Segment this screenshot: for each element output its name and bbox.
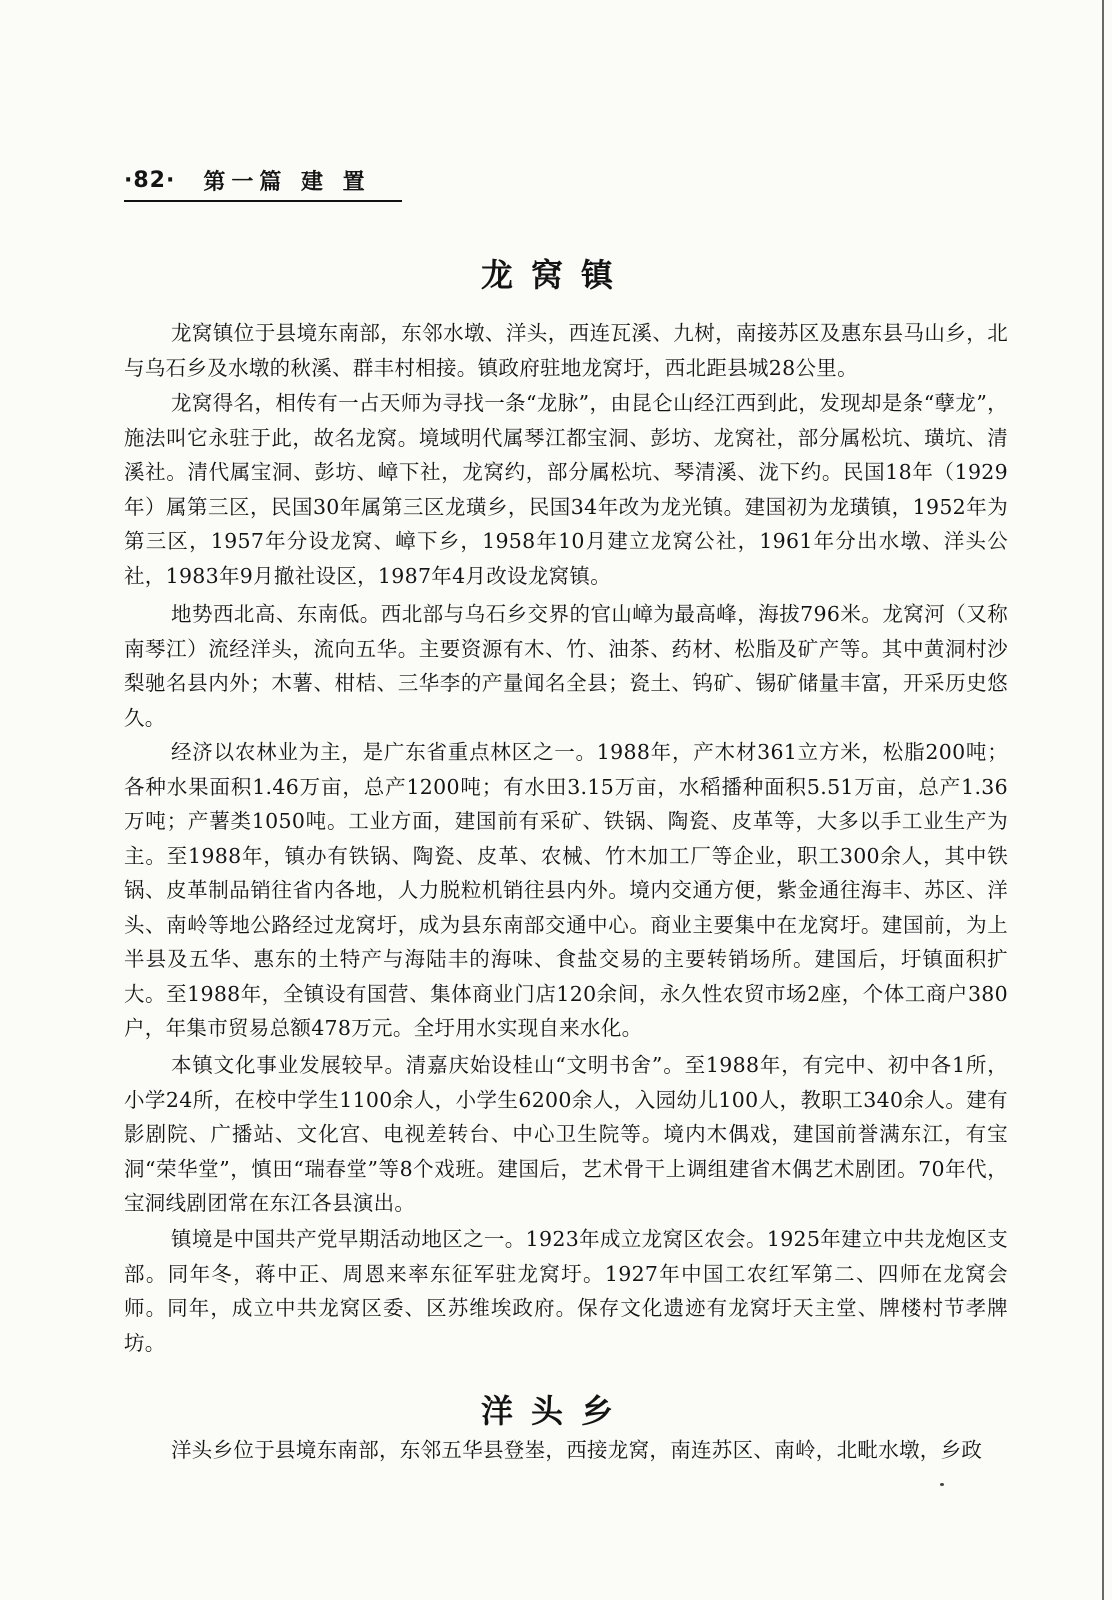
scan-edge-line [1102,0,1104,1600]
paragraph-culture: 本镇文化事业发展较早。清嘉庆始设桂山“文明书舍”。至1988年，有完中、初中各1所，小学24所，在校中学生1100余人，小学生6200余人，入园幼儿100人，教职工340余人。建有影剧院、广播站、文化宫、电视差转台、中心卫生院等。境内木偶戏，建国前誉满东江，有宝洞“荣华堂”，慎田“瑞春堂”等8个戏班。建国后，艺术骨干上调组建省木偶艺术剧团。70年代，宝洞线剧团常在东江各县演出。 [124,1053,1008,1215]
paragraph-terrain: 地势西北高、东南低。西北部与乌石乡交界的官山嶂为最高峰，海拔796米。龙窝河（又称南琴江）流经洋头，流向五华。主要资源有木、竹、油茶、药材、松脂及矿产等。其中黄洞村沙梨驰名县内外；木薯、柑桔、三华李的产量闻名全县；瓷土、钨矿、锡矿储量丰富，开采历史悠久。 [124,602,1008,730]
paragraph-location: 龙窝镇位于县境东南部，东邻水墩、洋头，西连瓦溪、九树，南接苏区及惠东县马山乡，北与乌石乡及水墩的秋溪、群丰村相接。镇政府驻地龙窝圩，西北距县城28公里。 [124,321,1008,380]
running-header [124,160,402,200]
page-number: ·82· [124,167,176,193]
paragraph-economy: 经济以农林业为主，是广东省重点林区之一。1988年，产木材361立方米，松脂200吨；各种水果面积1.46万亩，总产1200吨；有水田3.15万亩，水稻播种面积5.51万亩，总产1.36万吨；产薯类1050吨。工业方面，建国前有采矿、铁锅、陶瓷、皮革等，大多以手工业生产为主。至1988年，镇办有铁锅、陶瓷、皮革、农械、竹木加工厂等企业，职工300余人，其中铁锅、皮革制品销往省内各地，人力脱粒机销往县内外。境内交通方便，紫金通往海丰、苏区、洋头、南岭等地公路经过龙窝圩，成为县东南部交通中心。商业主要集中在龙窝圩。建国前，为上半县及五华、惠东的土特产与海陆丰的海味、食盐交易的主要转销场所。建国后，圩镇面积扩大。至1988年，全镇设有国营、集体商业门店120余间，永久性农贸市场2座，个体工商户380户，年集市贸易总额478万元。全圩用水实现自来水化。 [124,740,1008,1040]
header-rule [124,200,402,202]
section-title: 第一篇 建 置 [203,169,371,195]
paragraph-yangtou-location: 洋头乡位于县境东南部，东邻五华县登峚，西接龙窝，南连苏区、南岭，北毗水墩，乡政 [171,1438,983,1462]
heading-longwo-town: 龙窝镇 [480,256,631,294]
heading-yangtou-township: 洋头乡 [480,1392,631,1430]
paragraph-revolution: 镇境是中国共产党早期活动地区之一。1923年成立龙窝区农会。1925年建立中共龙炮区支部。同年冬，蒋中正、周恩来率东征军驻龙窝圩。1927年中国工农红军第二、四师在龙窝会师。同年，成立中共龙窝区委、区苏维埃政府。保存文化遗迹有龙窝圩天主堂、牌楼村节孝牌坊。 [124,1227,1008,1355]
paragraph-name-history: 龙窝得名，相传有一占天师为寻找一条“龙脉”，由昆仑山经江西到此，发现却是条“孽龙”，施法叫它永驻于此，故名龙窝。境域明代属琴江都宝洞、彭坊、龙窝社，部分属松坑、璜坑、清溪社。清代属宝洞、彭坊、嶂下社，龙窝约，部分属松坑、琴清溪、泷下约。民国18年（1929年）属第三区，民国30年属第三区龙璜乡，民国34年改为龙光镇。建国初为龙璜镇，1952年为第三区，1957年分设龙窝、嶂下乡，1958年10月建立龙窝公社，1961年分出水墩、洋头公社，1983年9月撤社设区，1987年4月改设龙窝镇。 [124,391,1008,588]
scan-speck [940,1483,944,1486]
